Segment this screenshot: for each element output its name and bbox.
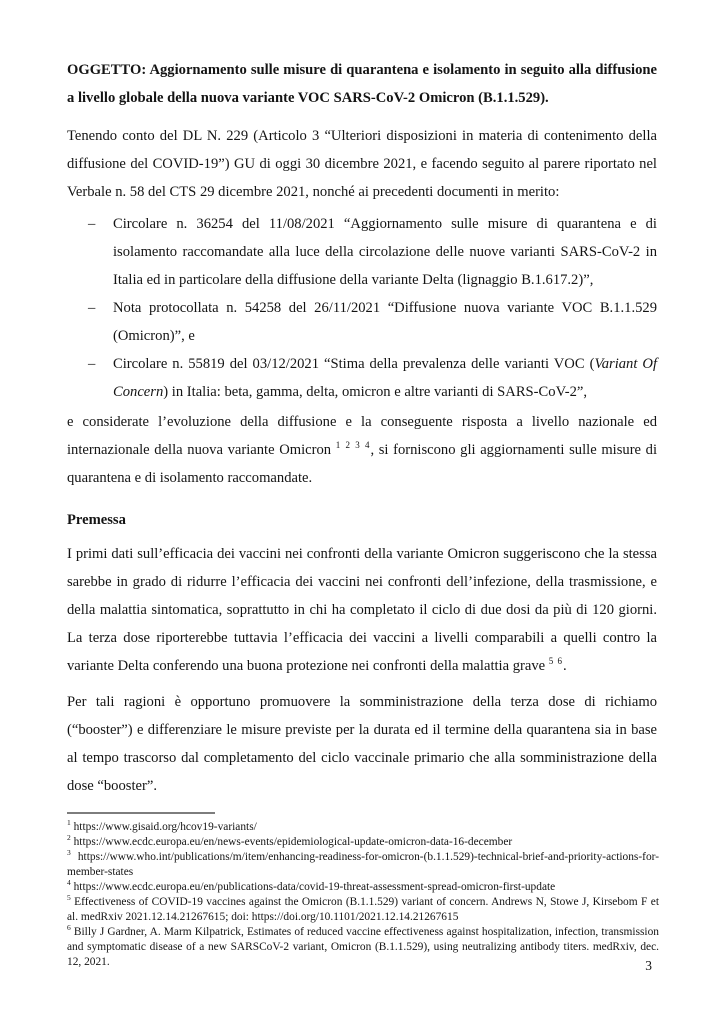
footnote-area	[67, 812, 659, 970]
footnote-number: 6	[67, 923, 71, 933]
dash-bullet-marker: –	[88, 216, 96, 232]
footnote-text: https://www.ecdc.europa.eu/en/publications-data/covid-19-threat-assessment-spread-omicron-first-update	[73, 881, 556, 893]
footnote-5	[67, 895, 659, 925]
footnote-text: https://www.gisaid.org/hcov19-variants/	[73, 821, 257, 833]
footnote-2	[67, 835, 659, 850]
footnote-number: 3	[67, 848, 71, 858]
footnote-text: Effectiveness of COVID-19 vaccines against the Omicron (B.1.1.529) variant of concern. Andrews N, Stowe J, Kirsebom F et al. medRxiv 2021.12.14.21267615; doi: https://doi.org/10.1101/2021.12.14.21267615	[67, 896, 659, 923]
footnote-reference-marks-1-2-3-4: 1 2 3 4	[335, 440, 371, 451]
footnote-number: 1	[67, 818, 71, 828]
premessa-heading: Premessa	[67, 512, 126, 528]
footnote-3	[67, 850, 659, 880]
dash-bullet-marker: –	[88, 356, 96, 372]
list-item-text: Circolare n. 36254 del 11/08/2021 “Aggiornamento sulle misure di quarantena e di isolamento raccomandate alla luce della circolazione delle nuove varianti SARS-CoV-2 in Italia ed in particolare della diffusione della variante Delta (lignaggio B.1.617.2)”,	[113, 216, 657, 288]
reference-list	[67, 210, 657, 406]
footnote-text: https://www.ecdc.europa.eu/en/news-events/epidemiological-update-omicron-data-16-december	[73, 836, 513, 848]
footnote-text: Billy J Gardner, A. Marm Kilpatrick, Estimates of reduced vaccine effectiveness against hospitalization, infection, transmission and symptomatic disease of a new SARSCoV-2 variant, Omicron (B.1.1.529), using neutralizing antibody titers. medRxiv, dec. 12, 2021.	[67, 926, 659, 968]
premessa-paragraph-1: I primi dati sull’efficacia dei vaccini nei confronti della variante Omicron suggeriscono che la stessa sarebbe in grado di ridurre l’efficacia dei vaccini nei confronti dell’infezione, della trasmissione, e della malattia sintomatica, soprattutto in chi ha completato il ciclo di due dosi da più di 120 giorni. La terza dose riporterebbe tuttavia l’efficacia dei vaccini a livelli comparabili a quelli contro la variante Delta conferendo una buona protezione nei confronti della malattia grave $^{5 6}$.	[67, 546, 657, 674]
page-number: 3	[645, 958, 652, 973]
footnote-reference-marks-5-6: 5 6	[548, 656, 564, 667]
list-item-circolare-36254	[67, 210, 657, 294]
document-body	[67, 56, 657, 800]
subject-heading: OGGETTO: Aggiornamento sulle misure di quarantena e isolamento in seguito alla diffusione a livello globale della nuova variante VOC SARS-CoV-2 Omicron (B.1.1.529).	[67, 62, 657, 106]
footnote-1	[67, 820, 659, 835]
dash-bullet-marker: –	[88, 300, 96, 316]
list-item-text: Circolare n. 55819 del 03/12/2021 “Stima della prevalenza delle varianti VOC (Variant Of Concern) in Italia: beta, gamma, delta, omicron e altre varianti di SARS-CoV-2”,	[113, 356, 658, 400]
footnote-number: 5	[67, 893, 71, 903]
footnote-number: 2	[67, 833, 71, 843]
italic-variant-of-concern: Variant Of Concern	[113, 356, 658, 400]
footnote-text: https://www.who.int/publications/m/item/enhancing-readiness-for-omicron-(b.1.1.529)-technical-brief-and-priority-actions-for-member-states	[67, 851, 659, 878]
intro-paragraph: Tenendo conto del DL N. 229 (Articolo 3 “Ulteriori disposizioni in materia di contenimento della diffusione del COVID-19”) GU di oggi 30 dicembre 2021, e facendo seguito al parere riportato nel Verbale n. 58 del CTS 29 dicembre 2021, nonché ai precedenti documenti in merito:	[67, 128, 657, 200]
premessa-paragraph-2: Per tali ragioni è opportuno promuovere la somministrazione della terza dose di richiamo (“booster”) e differenziare le misure previste per la durata ed il termine della quarantena sia in base al tempo trascorso dal completamento del ciclo vaccinale primario che alla somministrazione della dose “booster”.	[67, 694, 657, 794]
list-item-text: Nota protocollata n. 54258 del 26/11/2021 “Diffusione nuova variante VOC B.1.1.529 (Omicron)”, e	[113, 300, 657, 344]
list-item-circolare-55819	[67, 350, 657, 406]
footnote-6	[67, 925, 659, 970]
footnote-4	[67, 880, 659, 895]
footnote-separator-rule	[67, 812, 215, 814]
considerations-paragraph: e considerate l’evoluzione della diffusione e la conseguente risposta a livello nazionale ed internazionale della nuova variante Omicron $^{1 2 3 4}$, si forniscono gli aggiornamenti sulle misure di quarantena e di isolamento raccomandate.	[67, 414, 658, 486]
list-item-nota-54258	[67, 294, 657, 350]
footnote-number: 4	[67, 878, 71, 888]
